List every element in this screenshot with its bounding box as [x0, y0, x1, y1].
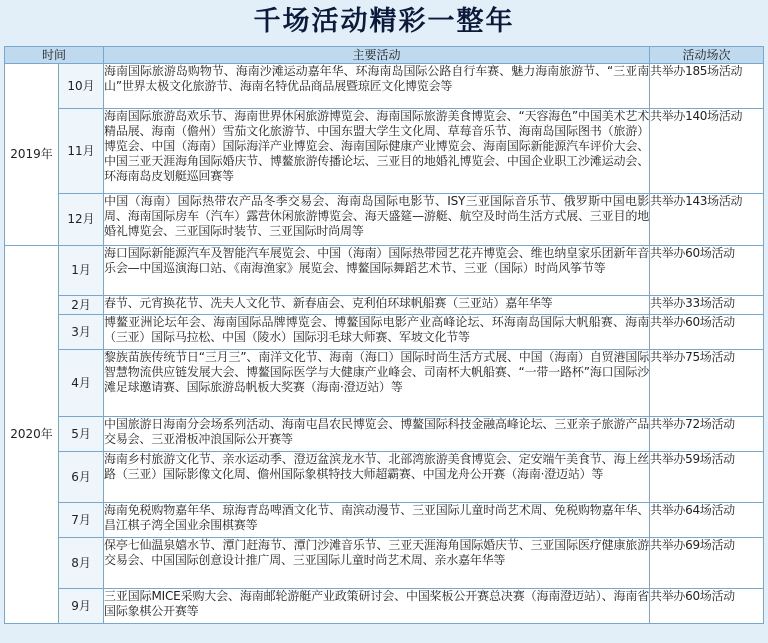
- activities-cell: 春节、元宵换花节、冼夫人文化节、新春庙会、克利伯环球帆船赛（三亚站）嘉年华等: [104, 296, 650, 315]
- month-cell: 7月: [59, 503, 104, 538]
- count-cell: 共举办59场活动: [650, 452, 764, 503]
- activities-cell: 博鳌亚洲论坛年会、海南国际品牌博览会、博鳌国际电影产业高峰论坛、环海南岛国际大帆船赛、海南（三亚）国际马拉松、中国（陵水）国际羽毛球大师赛、军坡文化节等: [104, 315, 650, 350]
- count-cell: 共举办72场活动: [650, 417, 764, 452]
- activities-cell: 海南国际旅游岛购物节、海南沙滩运动嘉年华、环海南岛国际公路自行车赛、魅力海南旅游节、“三亚南山”世界太极文化旅游节、海南名特优品商品展暨琼匠文化博览会等: [104, 64, 650, 109]
- table-header-row: [5, 47, 764, 64]
- table-row: [5, 589, 764, 624]
- month-cell: 5月: [59, 417, 104, 452]
- count-cell: 共举办60场活动: [650, 589, 764, 624]
- month-cell: 9月: [59, 589, 104, 624]
- activities-cell: 中国（海南）国际热带农产品冬季交易会、海南岛国际电影节、ISY三亚国际音乐节、俄罗斯中国电影周、海南国际房车（汽车）露营休闲旅游博览会、海天盛筵—游艇、航空及时尚生活方式展、三亚目的地婚礼博览会、三亚国际时装节、三亚国际时尚周等: [104, 194, 650, 246]
- month-cell: 8月: [59, 538, 104, 589]
- activities-cell: 保亭七仙温泉嬉水节、潭门赶海节、潭门沙滩音乐节、三亚天涯海角国际婚庆节、三亚国际医疗健康旅游交易会、中国国际创意设计推广周、三亚国际儿童时尚艺术周、亲水嘉年华等: [104, 538, 650, 589]
- activities-cell: 海南免税购物嘉年华、琼海青岛啤酒文化节、南滨动漫节、三亚国际儿童时尚艺术周、免税购物嘉年华、昌江棋子湾全国业余围棋赛等: [104, 503, 650, 538]
- table-row: [5, 315, 764, 350]
- table-row: [5, 296, 764, 315]
- count-cell: 共举办140场活动: [650, 109, 764, 194]
- table-row: [5, 452, 764, 503]
- page-title: 千场活动精彩一整年: [253, 6, 515, 37]
- table-row: [5, 417, 764, 452]
- month-cell: 10月: [59, 64, 104, 109]
- table-row: [5, 503, 764, 538]
- month-cell: 12月: [59, 194, 104, 246]
- month-cell: 3月: [59, 315, 104, 350]
- table-row: [5, 64, 764, 109]
- year-cell-2019: 2019年: [5, 64, 59, 246]
- month-cell: 6月: [59, 452, 104, 503]
- month-cell: 4月: [59, 350, 104, 417]
- count-cell: 共举办33场活动: [650, 296, 764, 315]
- count-cell: 共举办60场活动: [650, 246, 764, 296]
- table-row: [5, 194, 764, 246]
- activities-cell: 黎族苗族传统节日“三月三”、南洋文化节、海南（海口）国际时尚生活方式展、中国（海南）自贸港国际智慧物流供应链发展大会、博鳌国际医学与大健康产业峰会、司南杯大帆船赛、“一带一路杯”海口国际沙滩足球邀请赛、国际旅游岛帆板大奖赛（海南·澄迈站）等: [104, 350, 650, 417]
- month-cell: 1月: [59, 246, 104, 296]
- table-row: [5, 246, 764, 296]
- header-activity-count: 活动场次: [650, 47, 764, 64]
- header-main-activities: 主要活动: [104, 47, 650, 64]
- table-row: [5, 109, 764, 194]
- table-row: [5, 538, 764, 589]
- activities-cell: 三亚国际MICE采购大会、海南邮轮游艇产业政策研讨会、中国桨板公开赛总决赛（海南澄迈站）、海南省国际象棋公开赛等: [104, 589, 650, 624]
- activities-cell: 海南乡村旅游文化节、亲水运动季、澄迈盆滨龙水节、北部湾旅游美食博览会、定安端午美食节、海上丝路（三亚）国际影像文化周、儋州国际象棋特技大师超霸赛、中国龙舟公开赛（海南·澄迈站）等: [104, 452, 650, 503]
- count-cell: 共举办64场活动: [650, 503, 764, 538]
- month-cell: 11月: [59, 109, 104, 194]
- month-cell: 2月: [59, 296, 104, 315]
- count-cell: 共举办143场活动: [650, 194, 764, 246]
- count-cell: 共举办69场活动: [650, 538, 764, 589]
- activities-cell: 海口国际新能源汽车及智能汽车展览会、中国（海南）国际热带园艺花卉博览会、维也纳皇家乐团新年音乐会—中国巡演海口站、《南海渔家》展览会、博鳌国际舞蹈艺术节、三亚（国际）时尚风筝节等: [104, 246, 650, 296]
- header-time: 时间: [5, 47, 104, 64]
- count-cell: 共举办75场活动: [650, 350, 764, 417]
- activities-cell: 中国旅游日海南分会场系列活动、海南屯昌农民博览会、博鳌国际科技金融高峰论坛、三亚亲子旅游产品交易会、三亚滑板冲浪国际公开赛等: [104, 417, 650, 452]
- year-cell-2020: 2020年: [5, 246, 59, 624]
- count-cell: 共举办185场活动: [650, 64, 764, 109]
- schedule-table: [4, 46, 764, 624]
- activities-cell: 海南国际旅游岛欢乐节、海南世界休闲旅游博览会、海南国际旅游美食博览会、“天容海色”中国美术艺术精品展、海南（儋州）雪茄文化旅游节、中国东盟大学生文化周、草莓音乐节、海南岛国际图书（旅游）博览会、中国（海南）国际海洋产业博览会、海南国际健康产业博览会、海南国际新能源汽车评价大会、中国三亚天涯海角国际婚庆节、博鳌旅游传播论坛、三亚目的地婚礼博览会、中国企业职工沙滩运动会、环海南岛皮划艇巡回赛等: [104, 109, 650, 194]
- count-cell: 共举办60场活动: [650, 315, 764, 350]
- table-row: [5, 350, 764, 417]
